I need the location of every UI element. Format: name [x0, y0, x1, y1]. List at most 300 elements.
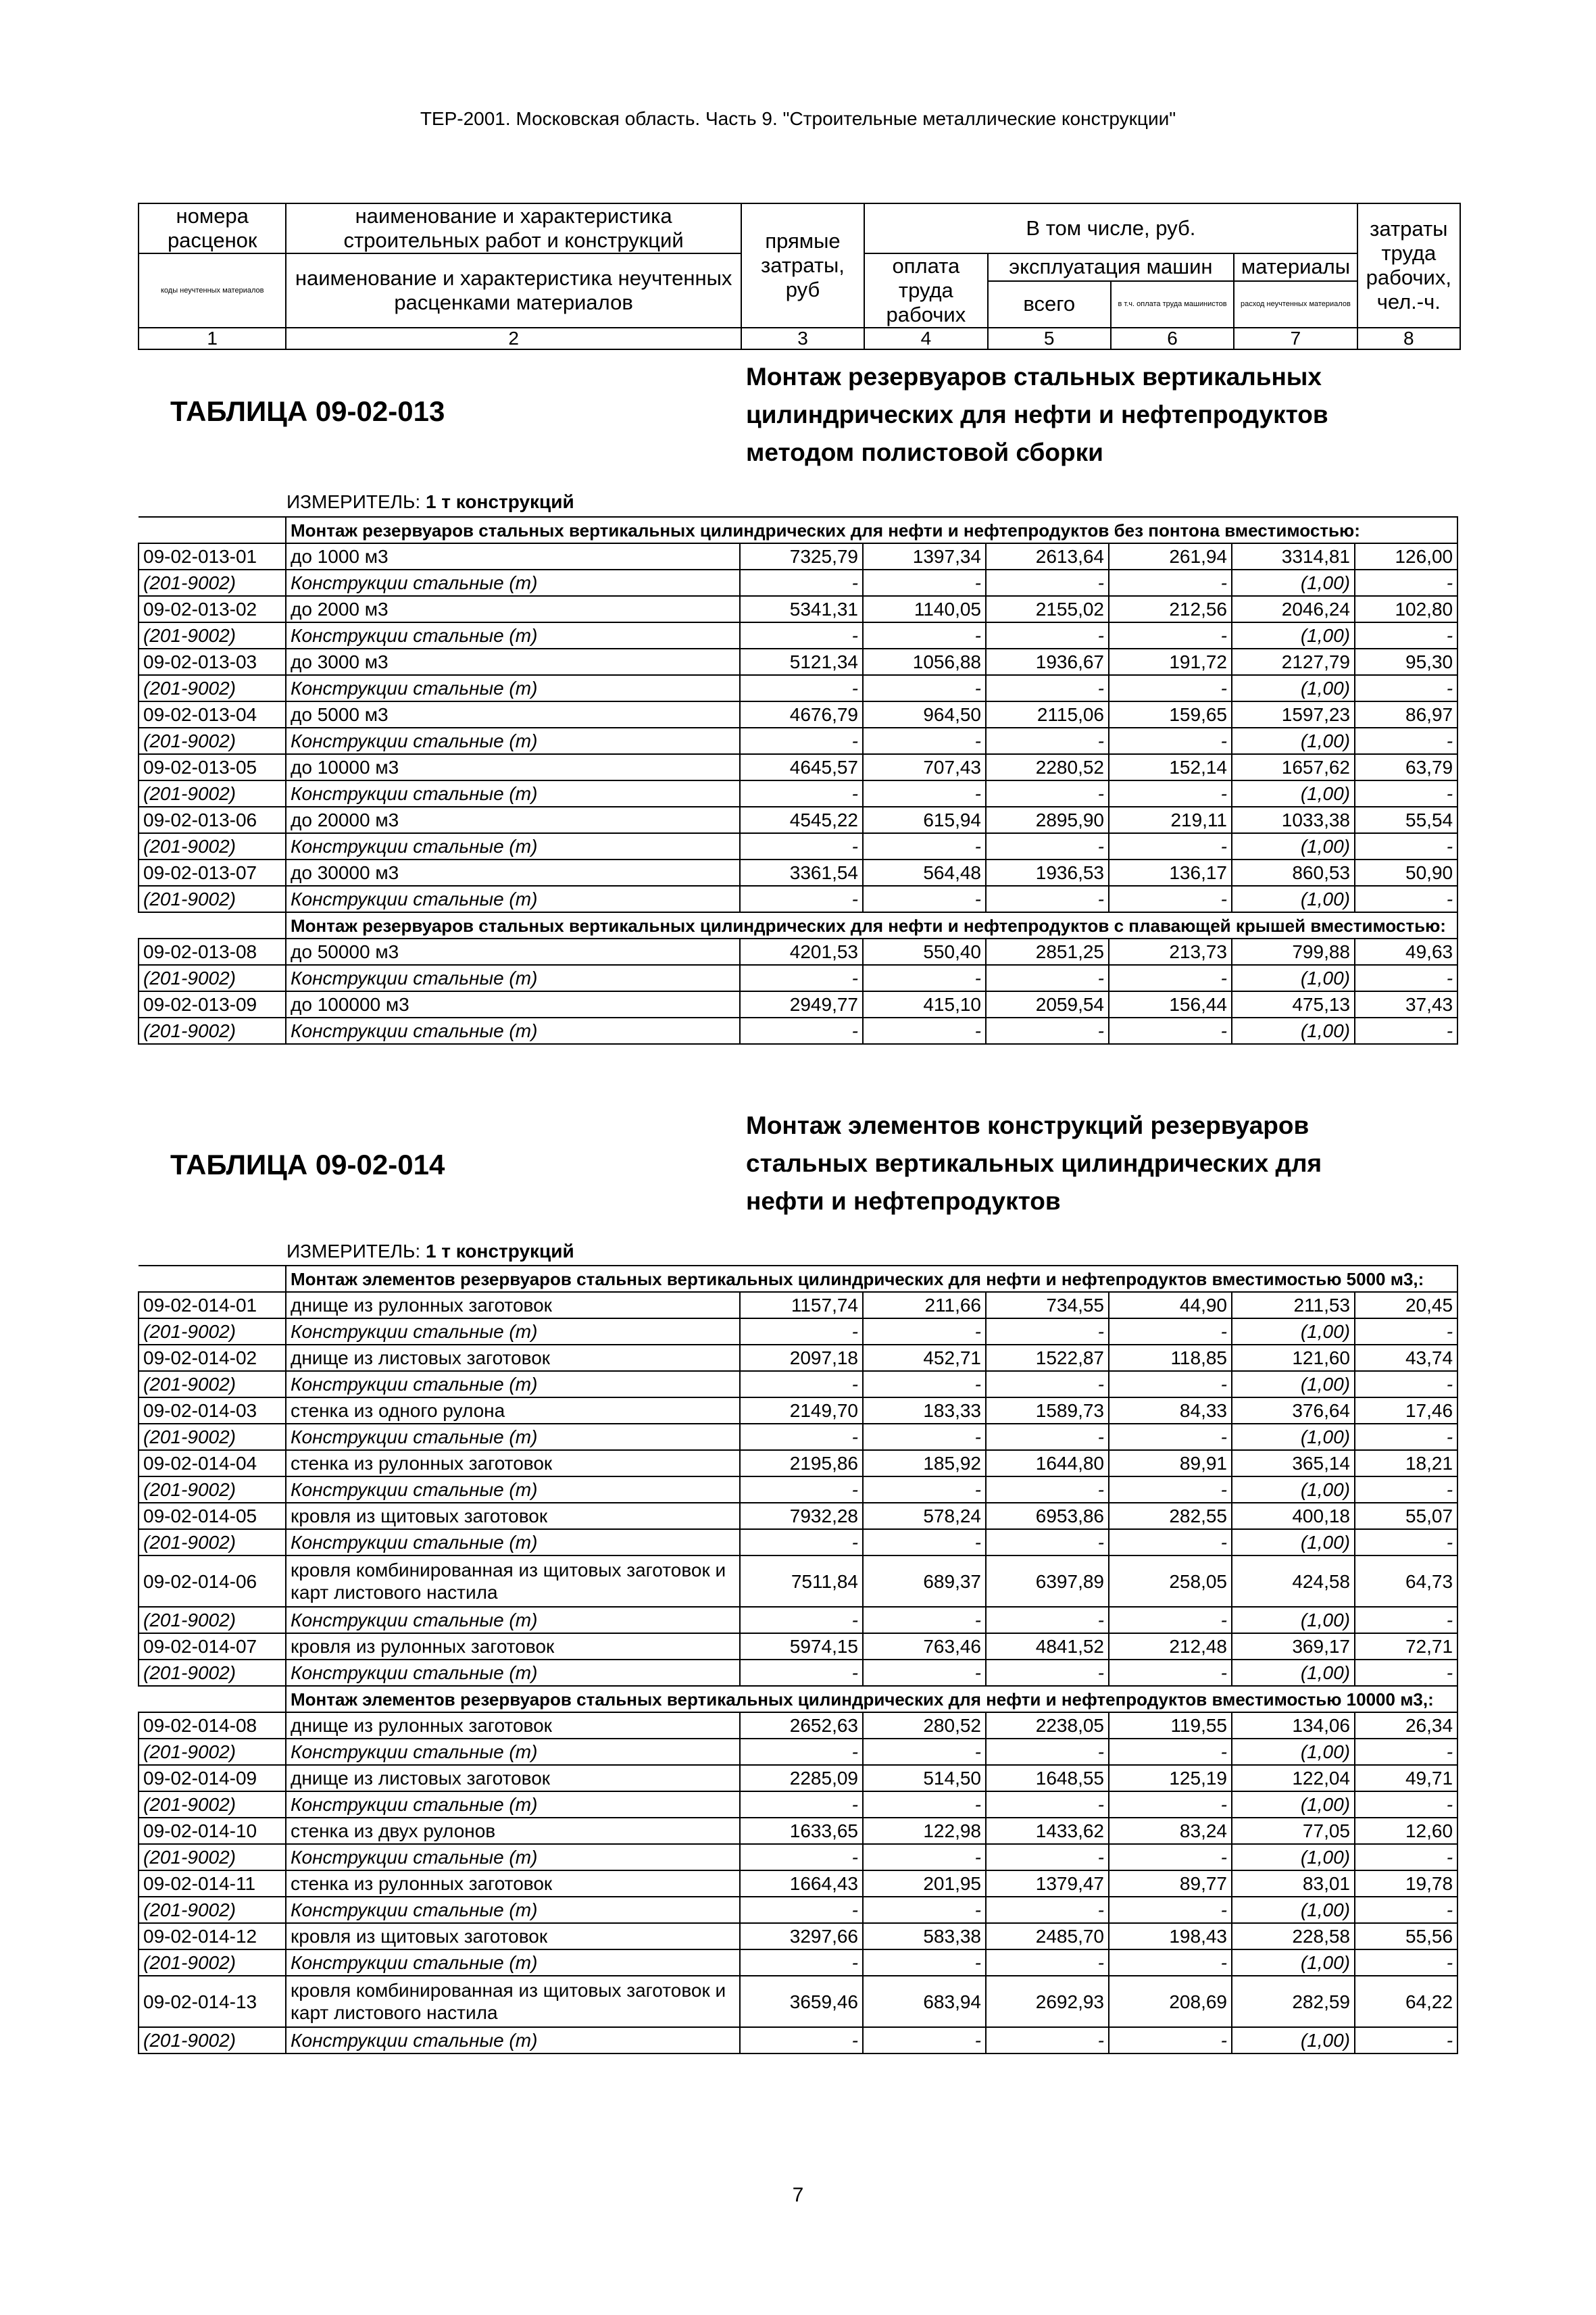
material-qty: (1,00) [1232, 1018, 1355, 1044]
labor-hours: 43,74 [1355, 1345, 1457, 1371]
direct-costs: 3361,54 [740, 860, 863, 886]
material-dash: - [1109, 1529, 1232, 1555]
rate-code: 09-02-014-04 [139, 1450, 286, 1476]
wages: 183,33 [863, 1397, 986, 1424]
wages: 415,10 [863, 991, 986, 1018]
direct-costs: 5341,31 [740, 596, 863, 622]
table-label: ТАБЛИЦА 09-02-013 [170, 395, 445, 427]
material-dash: - [740, 1739, 863, 1765]
material-name: Конструкции стальные (т) [286, 1018, 740, 1044]
rate-row [139, 1450, 1457, 1476]
material-name: Конструкции стальные (т) [286, 1476, 740, 1503]
table-label: ТАБЛИЦА 09-02-014 [170, 1149, 445, 1180]
material-dash: - [863, 1949, 986, 1976]
material-row [139, 1791, 1457, 1818]
material-row [139, 2027, 1457, 2053]
material-name: Конструкции стальные (т) [286, 1791, 740, 1818]
material-dash: - [986, 833, 1109, 860]
header-col2-bottom: наименование и характеристика неучтенных расценками материалов [286, 253, 741, 328]
header-machines: эксплуатация машин [988, 253, 1235, 281]
labor-hours: 86,97 [1355, 701, 1457, 728]
material-name: Конструкции стальные (т) [286, 1318, 740, 1345]
wages: 211,66 [863, 1292, 986, 1318]
material-dash: - [986, 1739, 1109, 1765]
rate-row [139, 939, 1457, 965]
direct-costs: 5974,15 [740, 1633, 863, 1660]
rate-row [139, 754, 1457, 780]
operators-wages: 198,43 [1109, 1923, 1232, 1949]
material-dash: - [1355, 570, 1457, 596]
material-code: (201-9002) [139, 622, 286, 649]
materials: 1657,62 [1232, 754, 1355, 780]
machines-total: 2115,06 [986, 701, 1109, 728]
header-number: 4 [864, 328, 987, 349]
material-dash: - [863, 1607, 986, 1633]
material-dash: - [1109, 1424, 1232, 1450]
rate-name: до 30000 м3 [286, 860, 740, 886]
materials: 228,58 [1232, 1923, 1355, 1949]
rate-code: 09-02-014-10 [139, 1818, 286, 1844]
material-dash: - [1355, 1949, 1457, 1976]
operators-wages: 191,72 [1109, 649, 1232, 675]
material-code: (201-9002) [139, 1791, 286, 1818]
material-dash: - [986, 728, 1109, 754]
materials: 2127,79 [1232, 649, 1355, 675]
machines-total: 2851,25 [986, 939, 1109, 965]
wages: 763,46 [863, 1633, 986, 1660]
rate-row [139, 1712, 1457, 1739]
wages: 564,48 [863, 860, 986, 886]
group-spacer [139, 517, 286, 543]
material-dash: - [986, 1018, 1109, 1044]
materials: 475,13 [1232, 991, 1355, 1018]
machines-total: 2155,02 [986, 596, 1109, 622]
wages: 1056,88 [863, 649, 986, 675]
operators-wages: 219,11 [1109, 807, 1232, 833]
material-row [139, 1897, 1457, 1923]
material-dash: - [1109, 1949, 1232, 1976]
rate-row [139, 1555, 1457, 1607]
material-code: (201-9002) [139, 1476, 286, 1503]
rate-row [139, 1870, 1457, 1897]
material-dash: - [1109, 1018, 1232, 1044]
materials: 365,14 [1232, 1450, 1355, 1476]
rate-row [139, 701, 1457, 728]
materials: 369,17 [1232, 1633, 1355, 1660]
header-number: 7 [1234, 328, 1357, 349]
material-qty: (1,00) [1232, 780, 1355, 807]
material-name: Конструкции стальные (т) [286, 1660, 740, 1686]
direct-costs: 2149,70 [740, 1397, 863, 1424]
material-dash: - [1109, 965, 1232, 991]
material-row [139, 1607, 1457, 1633]
material-name: Конструкции стальные (т) [286, 1897, 740, 1923]
material-dash: - [740, 622, 863, 649]
labor-hours: 95,30 [1355, 649, 1457, 675]
material-dash: - [863, 965, 986, 991]
material-row [139, 780, 1457, 807]
material-name: Конструкции стальные (т) [286, 833, 740, 860]
material-qty: (1,00) [1232, 1949, 1355, 1976]
rate-name: стенка из рулонных заготовок [286, 1870, 740, 1897]
rate-name: до 2000 м3 [286, 596, 740, 622]
rate-name: до 20000 м3 [286, 807, 740, 833]
material-dash: - [863, 1424, 986, 1450]
material-dash: - [1355, 1844, 1457, 1870]
material-dash: - [863, 780, 986, 807]
labor-hours: 72,71 [1355, 1633, 1457, 1660]
material-dash: - [1355, 622, 1457, 649]
machines-total: 1644,80 [986, 1450, 1109, 1476]
materials: 1033,38 [1232, 807, 1355, 833]
material-code: (201-9002) [139, 675, 286, 701]
material-dash: - [1355, 1897, 1457, 1923]
material-name: Конструкции стальные (т) [286, 675, 740, 701]
rate-row [139, 543, 1457, 570]
rate-code: 09-02-013-09 [139, 991, 286, 1018]
machines-total: 4841,52 [986, 1633, 1109, 1660]
material-dash: - [1109, 1318, 1232, 1345]
material-dash: - [1355, 965, 1457, 991]
operators-wages: 89,77 [1109, 1870, 1232, 1897]
machines-total: 2895,90 [986, 807, 1109, 833]
machines-total: 1936,67 [986, 649, 1109, 675]
material-code: (201-9002) [139, 1529, 286, 1555]
material-dash: - [1355, 1424, 1457, 1450]
rate-row [139, 991, 1457, 1018]
machines-total: 2059,54 [986, 991, 1109, 1018]
material-name: Конструкции стальные (т) [286, 780, 740, 807]
material-name: Конструкции стальные (т) [286, 570, 740, 596]
rate-code: 09-02-014-06 [139, 1555, 286, 1607]
direct-costs: 4545,22 [740, 807, 863, 833]
rate-name: стенка из одного рулона [286, 1397, 740, 1424]
rate-code: 09-02-014-07 [139, 1633, 286, 1660]
direct-costs: 7932,28 [740, 1503, 863, 1529]
materials: 134,06 [1232, 1712, 1355, 1739]
wages: 280,52 [863, 1712, 986, 1739]
rates-table [138, 1265, 1458, 2054]
material-dash: - [986, 1660, 1109, 1686]
header-number: 6 [1111, 328, 1234, 349]
material-dash: - [986, 886, 1109, 912]
header-materials: материалы [1234, 253, 1357, 281]
operators-wages: 125,19 [1109, 1765, 1232, 1791]
operators-wages: 282,55 [1109, 1503, 1232, 1529]
rate-name: до 5000 м3 [286, 701, 740, 728]
material-code: (201-9002) [139, 780, 286, 807]
material-dash: - [1355, 1318, 1457, 1345]
material-qty: (1,00) [1232, 622, 1355, 649]
materials: 3314,81 [1232, 543, 1355, 570]
material-name: Конструкции стальные (т) [286, 2027, 740, 2053]
material-code: (201-9002) [139, 886, 286, 912]
direct-costs: 2195,86 [740, 1450, 863, 1476]
header-col8: затраты труда рабочих, чел.-ч. [1357, 203, 1460, 328]
rate-row [139, 1818, 1457, 1844]
material-dash: - [863, 1791, 986, 1818]
material-qty: (1,00) [1232, 1660, 1355, 1686]
material-dash: - [740, 1660, 863, 1686]
material-dash: - [740, 728, 863, 754]
material-qty: (1,00) [1232, 1791, 1355, 1818]
rate-code: 09-02-014-13 [139, 1976, 286, 2027]
rate-code: 09-02-014-08 [139, 1712, 286, 1739]
material-qty: (1,00) [1232, 2027, 1355, 2053]
material-qty: (1,00) [1232, 1529, 1355, 1555]
rate-name: кровля из щитовых заготовок [286, 1923, 740, 1949]
material-dash: - [740, 1476, 863, 1503]
material-code: (201-9002) [139, 1424, 286, 1450]
operators-wages: 83,24 [1109, 1818, 1232, 1844]
material-dash: - [863, 1897, 986, 1923]
direct-costs: 7511,84 [740, 1555, 863, 1607]
material-dash: - [1355, 1791, 1457, 1818]
rate-row [139, 1345, 1457, 1371]
material-dash: - [1109, 570, 1232, 596]
group-title: Монтаж резервуаров стальных вертикальных цилиндрических для нефти и нефтепродуктов без понтона вместимостью: [286, 517, 1457, 543]
labor-hours: 63,79 [1355, 754, 1457, 780]
material-dash: - [1355, 886, 1457, 912]
direct-costs: 7325,79 [740, 543, 863, 570]
wages: 185,92 [863, 1450, 986, 1476]
rate-row [139, 1633, 1457, 1660]
labor-hours: 37,43 [1355, 991, 1457, 1018]
material-row [139, 1844, 1457, 1870]
direct-costs: 2285,09 [740, 1765, 863, 1791]
material-dash: - [986, 1318, 1109, 1345]
material-dash: - [1109, 1791, 1232, 1818]
direct-costs: 4676,79 [740, 701, 863, 728]
material-dash: - [1109, 1371, 1232, 1397]
rate-row [139, 596, 1457, 622]
group-title-row [139, 517, 1457, 543]
wages: 514,50 [863, 1765, 986, 1791]
rate-code: 09-02-014-11 [139, 1870, 286, 1897]
material-dash: - [740, 1897, 863, 1923]
material-qty: (1,00) [1232, 833, 1355, 860]
header-col3: прямые затраты, руб [741, 203, 864, 328]
rate-name: кровля комбинированная из щитовых заготовок и карт листового настила [286, 1555, 740, 1607]
material-dash: - [986, 1607, 1109, 1633]
rate-name: до 3000 м3 [286, 649, 740, 675]
rate-row [139, 649, 1457, 675]
rate-code: 09-02-014-12 [139, 1923, 286, 1949]
group-title: Монтаж элементов резервуаров стальных вертикальных цилиндрических для нефти и нефтепродуктов вместимостью 5000 м3,: [286, 1266, 1457, 1292]
material-dash: - [863, 622, 986, 649]
rate-code: 09-02-013-06 [139, 807, 286, 833]
rate-name: кровля из рулонных заготовок [286, 1633, 740, 1660]
material-dash: - [986, 965, 1109, 991]
header-col5: всего [988, 281, 1111, 328]
operators-wages: 258,05 [1109, 1555, 1232, 1607]
direct-costs: 5121,34 [740, 649, 863, 675]
labor-hours: 49,71 [1355, 1765, 1457, 1791]
material-dash: - [1109, 1739, 1232, 1765]
header-col6: в т.ч. оплата труда машинистов [1111, 281, 1234, 328]
rate-name: до 100000 м3 [286, 991, 740, 1018]
material-name: Конструкции стальные (т) [286, 1607, 740, 1633]
rate-code: 09-02-013-08 [139, 939, 286, 965]
rate-code: 09-02-013-07 [139, 860, 286, 886]
rate-name: кровля из щитовых заготовок [286, 1503, 740, 1529]
rate-name: днище из рулонных заготовок [286, 1292, 740, 1318]
labor-hours: 102,80 [1355, 596, 1457, 622]
material-row [139, 1476, 1457, 1503]
material-name: Конструкции стальные (т) [286, 886, 740, 912]
material-code: (201-9002) [139, 2027, 286, 2053]
material-dash: - [1355, 675, 1457, 701]
rates-table [138, 516, 1458, 1045]
group-title-row [139, 1266, 1457, 1292]
machines-total: 2613,64 [986, 543, 1109, 570]
header-col1-top: номера расценок [139, 203, 286, 253]
material-dash: - [1355, 1739, 1457, 1765]
rate-name: стенка из рулонных заготовок [286, 1450, 740, 1476]
labor-hours: 19,78 [1355, 1870, 1457, 1897]
material-dash: - [986, 570, 1109, 596]
table-title: Монтаж элементов конструкций резервуаров стальных вертикальных цилиндрических для нефти и нефтепродуктов [746, 1112, 1322, 1215]
material-dash: - [863, 1660, 986, 1686]
material-dash: - [740, 1607, 863, 1633]
material-qty: (1,00) [1232, 886, 1355, 912]
material-dash: - [986, 1844, 1109, 1870]
material-dash: - [986, 780, 1109, 807]
material-dash: - [1109, 2027, 1232, 2053]
wages: 615,94 [863, 807, 986, 833]
material-dash: - [1355, 1607, 1457, 1633]
material-dash: - [1355, 728, 1457, 754]
material-code: (201-9002) [139, 833, 286, 860]
material-dash: - [1109, 780, 1232, 807]
rate-row [139, 1292, 1457, 1318]
rate-row [139, 1923, 1457, 1949]
column-header [138, 203, 1461, 350]
material-dash: - [740, 1949, 863, 1976]
group-title: Монтаж элементов резервуаров стальных вертикальных цилиндрических для нефти и нефтепродуктов вместимостью 10000 м3,: [286, 1686, 1457, 1712]
material-row [139, 965, 1457, 991]
labor-hours: 50,90 [1355, 860, 1457, 886]
rate-code: 09-02-013-04 [139, 701, 286, 728]
direct-costs: 4645,57 [740, 754, 863, 780]
wages: 683,94 [863, 1976, 986, 2027]
rate-name: стенка из двух рулонов [286, 1818, 740, 1844]
material-name: Конструкции стальные (т) [286, 1949, 740, 1976]
materials: 860,53 [1232, 860, 1355, 886]
rate-name: днище из листовых заготовок [286, 1765, 740, 1791]
material-dash: - [1109, 886, 1232, 912]
machines-total: 1648,55 [986, 1765, 1109, 1791]
rate-row [139, 1976, 1457, 2027]
rate-name: до 1000 м3 [286, 543, 740, 570]
material-dash: - [740, 1529, 863, 1555]
rate-code: 09-02-013-05 [139, 754, 286, 780]
wages: 1397,34 [863, 543, 986, 570]
page-title: ТЕР-2001. Московская область. Часть 9. "Строительные металлические конструкции" [420, 108, 1176, 129]
material-dash: - [863, 2027, 986, 2053]
material-row [139, 1660, 1457, 1686]
rate-code: 09-02-014-05 [139, 1503, 286, 1529]
material-dash: - [986, 1949, 1109, 1976]
group-spacer [139, 1266, 286, 1292]
material-dash: - [1355, 1476, 1457, 1503]
material-row [139, 833, 1457, 860]
operators-wages: 213,73 [1109, 939, 1232, 965]
material-row [139, 728, 1457, 754]
material-dash: - [863, 1476, 986, 1503]
labor-hours: 64,22 [1355, 1976, 1457, 2027]
operators-wages: 156,44 [1109, 991, 1232, 1018]
rate-name: кровля комбинированная из щитовых заготовок и карт листового настила [286, 1976, 740, 2027]
material-qty: (1,00) [1232, 728, 1355, 754]
table-title: Монтаж резервуаров стальных вертикальных цилиндрических для нефти и нефтепродуктов методом полистовой сборки [746, 363, 1328, 466]
material-dash: - [740, 2027, 863, 2053]
material-qty: (1,00) [1232, 1607, 1355, 1633]
material-dash: - [1109, 622, 1232, 649]
rate-row [139, 1765, 1457, 1791]
labor-hours: 55,07 [1355, 1503, 1457, 1529]
material-qty: (1,00) [1232, 1739, 1355, 1765]
material-code: (201-9002) [139, 570, 286, 596]
material-dash: - [986, 622, 1109, 649]
labor-hours: 12,60 [1355, 1818, 1457, 1844]
material-row [139, 1371, 1457, 1397]
machines-total: 6397,89 [986, 1555, 1109, 1607]
material-dash: - [1109, 833, 1232, 860]
material-code: (201-9002) [139, 1949, 286, 1976]
materials: 424,58 [1232, 1555, 1355, 1607]
material-dash: - [1109, 728, 1232, 754]
material-dash: - [863, 886, 986, 912]
machines-total: 1433,62 [986, 1818, 1109, 1844]
machines-total: 1522,87 [986, 1345, 1109, 1371]
machines-total: 2485,70 [986, 1923, 1109, 1949]
material-name: Конструкции стальные (т) [286, 728, 740, 754]
materials: 122,04 [1232, 1765, 1355, 1791]
operators-wages: 212,48 [1109, 1633, 1232, 1660]
material-row [139, 1739, 1457, 1765]
material-code: (201-9002) [139, 1607, 286, 1633]
material-qty: (1,00) [1232, 1897, 1355, 1923]
material-dash: - [986, 1371, 1109, 1397]
rate-name: до 50000 м3 [286, 939, 740, 965]
direct-costs: 3659,46 [740, 1976, 863, 2027]
labor-hours: 64,73 [1355, 1555, 1457, 1607]
material-dash: - [986, 1529, 1109, 1555]
material-dash: - [863, 1018, 986, 1044]
material-dash: - [986, 1791, 1109, 1818]
labor-hours: 18,21 [1355, 1450, 1457, 1476]
machines-total: 2238,05 [986, 1712, 1109, 1739]
rates-table-section-2 [138, 1265, 1458, 2054]
material-dash: - [1355, 1371, 1457, 1397]
material-code: (201-9002) [139, 1018, 286, 1044]
machines-total: 2280,52 [986, 754, 1109, 780]
wages: 550,40 [863, 939, 986, 965]
material-qty: (1,00) [1232, 1424, 1355, 1450]
material-dash: - [1109, 1897, 1232, 1923]
rate-code: 09-02-014-09 [139, 1765, 286, 1791]
machines-total: 1936,53 [986, 860, 1109, 886]
direct-costs: 1633,65 [740, 1818, 863, 1844]
material-dash: - [740, 1018, 863, 1044]
rate-row [139, 860, 1457, 886]
material-code: (201-9002) [139, 1739, 286, 1765]
material-row [139, 886, 1457, 912]
header-number: 2 [286, 328, 741, 349]
material-qty: (1,00) [1232, 1371, 1355, 1397]
header-col1-bottom: коды неучтенных материалов [139, 253, 286, 328]
